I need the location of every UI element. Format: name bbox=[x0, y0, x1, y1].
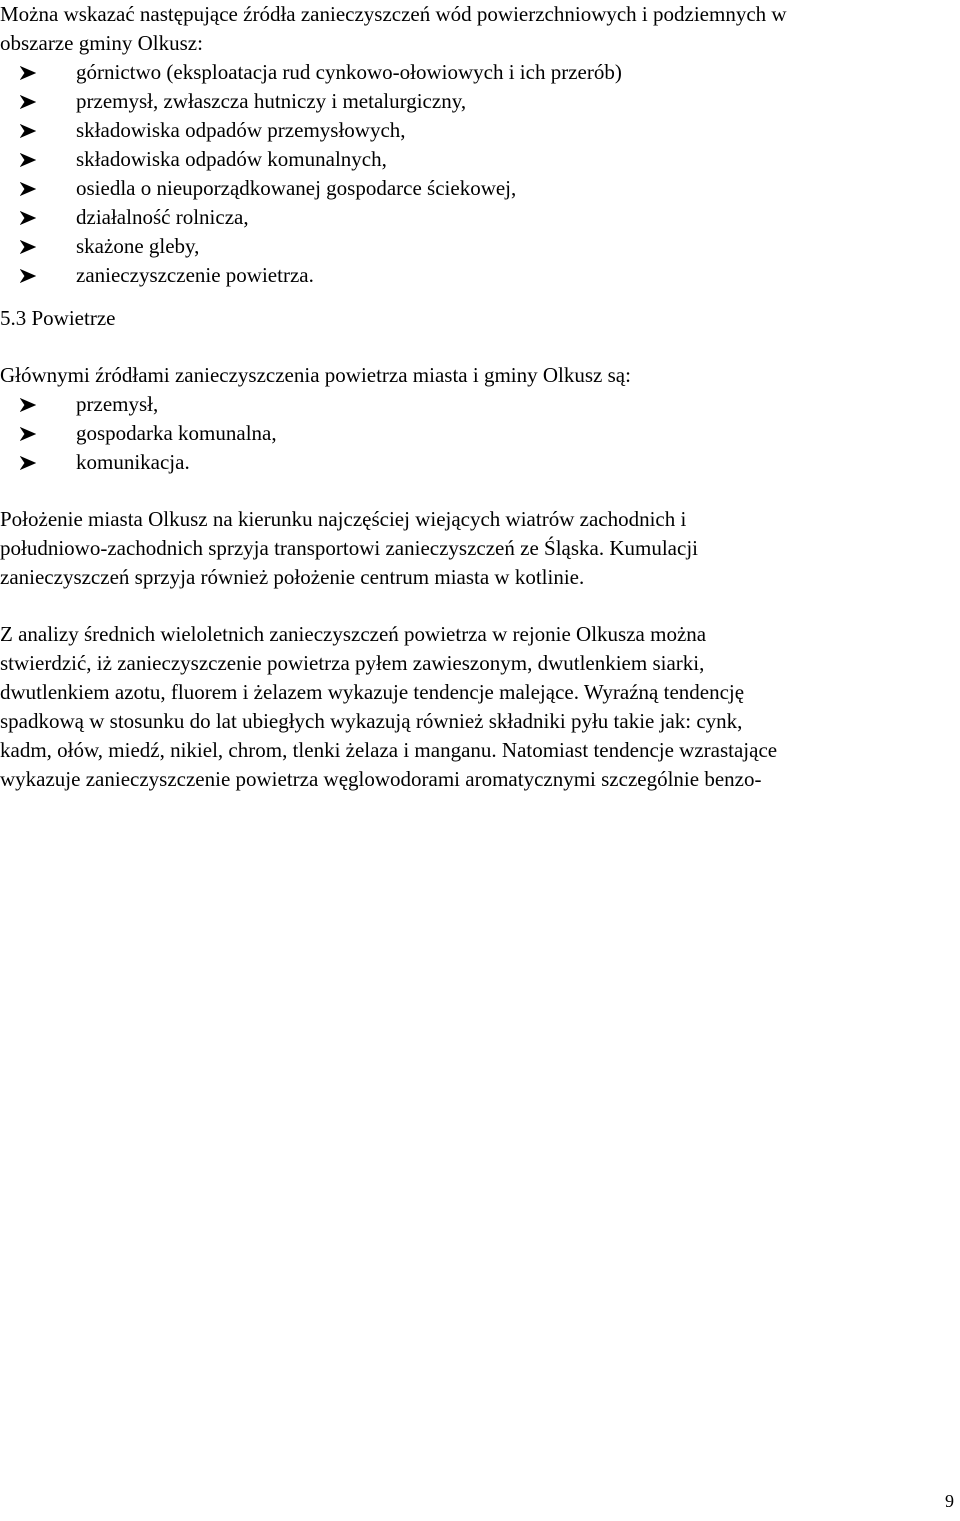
arrowhead-bullet-icon bbox=[20, 66, 36, 80]
arrowhead-bullet-icon bbox=[20, 427, 36, 441]
list-item-text: składowiska odpadów przemysłowych, bbox=[76, 118, 406, 142]
paragraph-line: południowo-zachodnich sprzyja transportowi zanieczyszczeń ze Śląska. Kumulacji bbox=[0, 536, 698, 560]
spacer bbox=[0, 592, 960, 620]
list-item-text: zanieczyszczenie powietrza. bbox=[76, 263, 314, 287]
arrowhead-bullet-icon bbox=[20, 182, 36, 196]
paragraph-line: zanieczyszczeń sprzyja również położenie centrum miasta w kotlinie. bbox=[0, 565, 585, 589]
list-item bbox=[0, 261, 960, 290]
list-item bbox=[0, 87, 960, 116]
paragraph-line: spadkową w stosunku do lat ubiegłych wykazują również składniki pyłu takie jak: cynk, bbox=[0, 709, 743, 733]
list-item bbox=[0, 116, 960, 145]
list-item bbox=[0, 419, 960, 448]
list-item-text: gospodarka komunalna, bbox=[76, 421, 277, 445]
list-item-text: komunikacja. bbox=[76, 450, 190, 474]
list-item bbox=[0, 203, 960, 232]
analysis-paragraph bbox=[0, 620, 960, 794]
arrowhead-bullet-icon bbox=[20, 95, 36, 109]
intro-line: Można wskazać następujące źródła zanieczyszczeń wód powierzchniowych i podziemnych w bbox=[0, 2, 787, 26]
list-item bbox=[0, 390, 960, 419]
arrowhead-bullet-icon bbox=[20, 269, 36, 283]
sources-lead bbox=[0, 361, 960, 390]
paragraph-line: dwutlenkiem azotu, fluorem i żelazem wykazuje tendencje malejące. Wyraźną tendencję bbox=[0, 680, 745, 704]
sources-lead-line: Głównymi źródłami zanieczyszczenia powietrza miasta i gminy Olkusz są: bbox=[0, 363, 631, 387]
list-item bbox=[0, 174, 960, 203]
list-item-text: górnictwo (eksploatacja rud cynkowo-ołowiowych i ich przerób) bbox=[76, 60, 622, 84]
section-heading: 5.3 Powietrze bbox=[0, 306, 116, 330]
paragraph-line: stwierdzić, iż zanieczyszczenie powietrza pyłem zawieszonym, dwutlenkiem siarki, bbox=[0, 651, 705, 675]
list-item-text: przemysł, zwłaszcza hutniczy i metalurgiczny, bbox=[76, 89, 467, 113]
location-paragraph bbox=[0, 505, 960, 592]
list-item-text: przemysł, bbox=[76, 392, 159, 416]
list-item-text: skażone gleby, bbox=[76, 234, 200, 258]
list-item-text: działalność rolnicza, bbox=[76, 205, 249, 229]
air-pollution-sources-list bbox=[0, 390, 960, 477]
page-number: 9 bbox=[945, 1491, 954, 1511]
spacer bbox=[0, 333, 960, 361]
spacer bbox=[0, 477, 960, 505]
list-item bbox=[0, 232, 960, 261]
paragraph-line: Z analizy średnich wieloletnich zanieczyszczeń powietrza w rejonie Olkusza można bbox=[0, 622, 707, 646]
arrowhead-bullet-icon bbox=[20, 211, 36, 225]
arrowhead-bullet-icon bbox=[20, 456, 36, 470]
arrowhead-bullet-icon bbox=[20, 398, 36, 412]
list-item-text: składowiska odpadów komunalnych, bbox=[76, 147, 387, 171]
list-item-text: osiedla o nieuporządkowanej gospodarce ściekowej, bbox=[76, 176, 517, 200]
intro-paragraph bbox=[0, 0, 960, 58]
spacer bbox=[0, 290, 960, 304]
list-item bbox=[0, 145, 960, 174]
list-item bbox=[0, 448, 960, 477]
paragraph-line: kadm, ołów, miedź, nikiel, chrom, tlenki żelaza i manganu. Natomiast tendencje wzrastające bbox=[0, 738, 778, 762]
arrowhead-bullet-icon bbox=[20, 240, 36, 254]
list-item bbox=[0, 58, 960, 87]
arrowhead-bullet-icon bbox=[20, 153, 36, 167]
paragraph-line: wykazuje zanieczyszczenie powietrza węglowodorami aromatycznymi szczególnie benzo- bbox=[0, 767, 762, 791]
pollution-sources-water-list bbox=[0, 58, 960, 290]
paragraph-line: Położenie miasta Olkusz na kierunku najczęściej wiejących wiatrów zachodnich i bbox=[0, 507, 687, 531]
arrowhead-bullet-icon bbox=[20, 124, 36, 138]
intro-line: obszarze gminy Olkusz: bbox=[0, 31, 203, 55]
